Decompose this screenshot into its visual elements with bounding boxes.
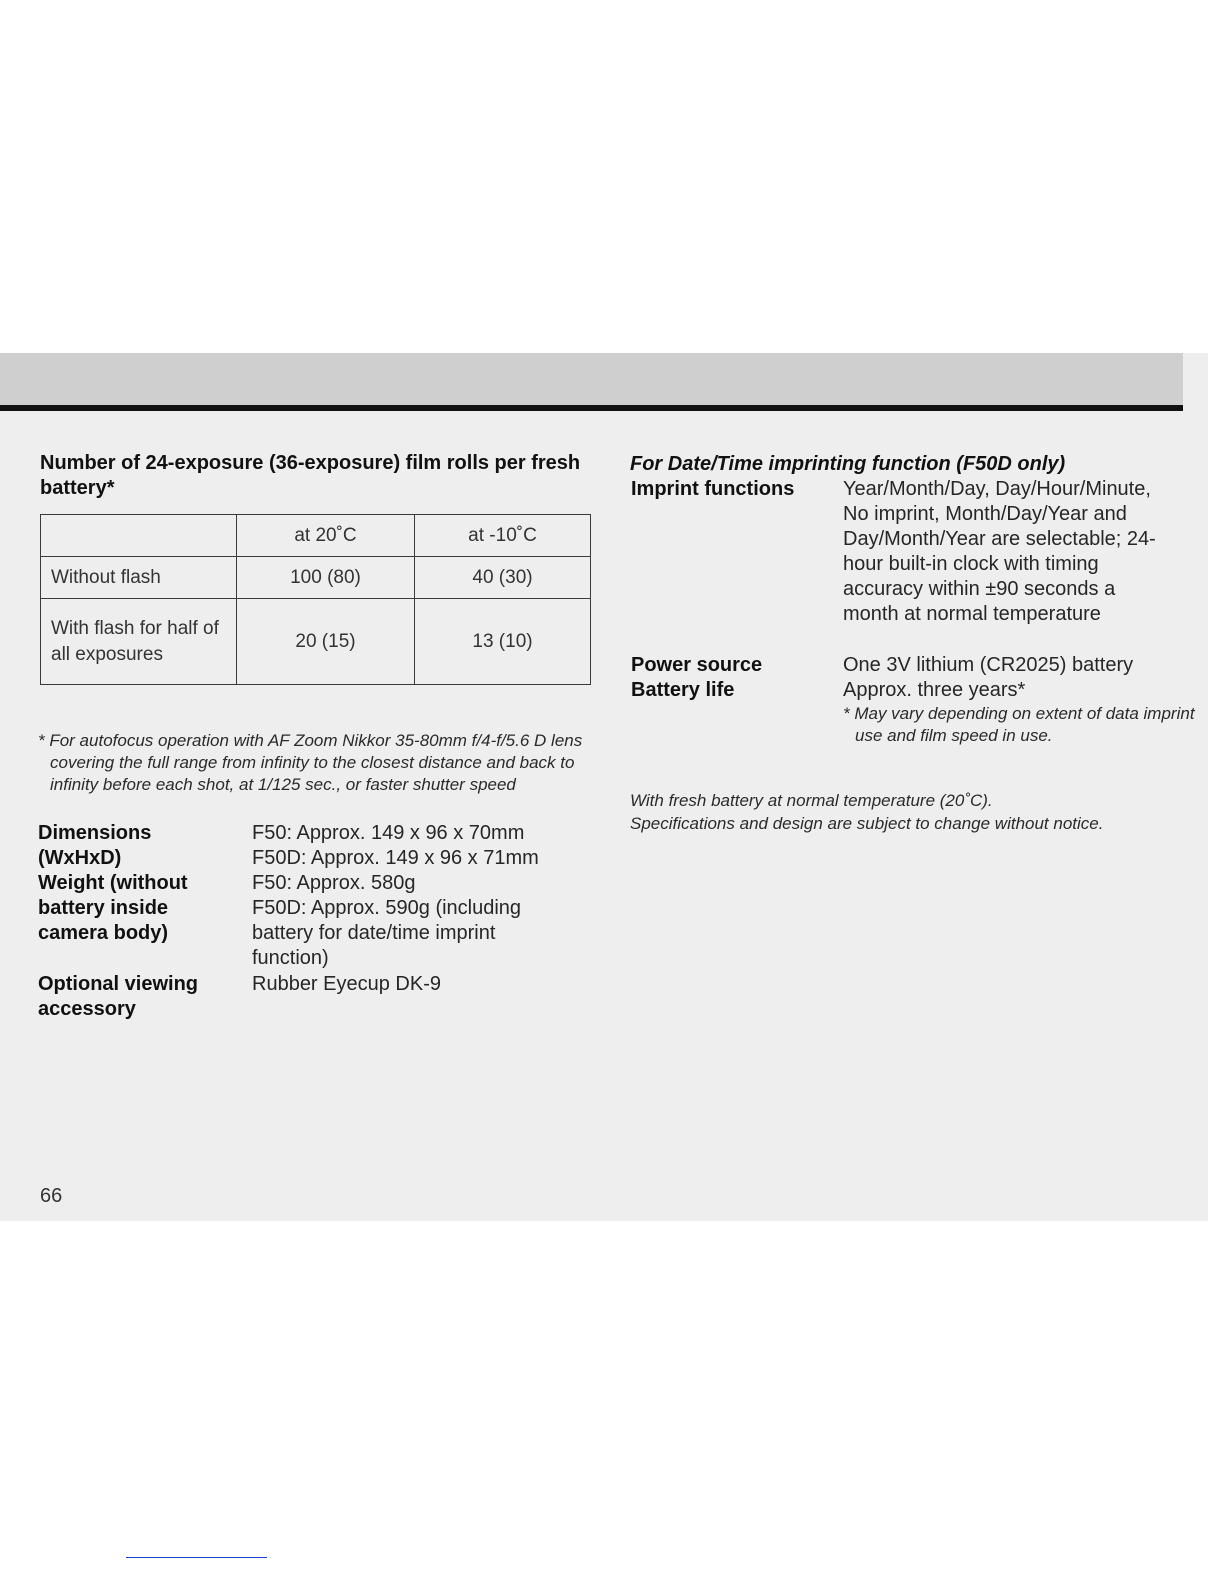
bottom-link-underline <box>126 1557 267 1558</box>
closing-note-temperature: With fresh battery at normal temperature (20˚C). <box>630 791 993 810</box>
imprint-functions-value: Year/Month/Day, Day/Hour/Minute, No imprint, Month/Day/Year and Day/Month/Year are selectable; 24-hour built-in clock with timing accuracy within ±90 seconds a month at normal temperature <box>843 478 1156 625</box>
dimensions-value <box>252 821 582 871</box>
dimensions-f50: F50: Approx. 149 x 96 x 70mm <box>252 822 525 844</box>
header-band <box>0 353 1183 405</box>
dimensions-label: Dimensions (WxHxD) <box>38 822 152 869</box>
table-header-cell: at 20˚C <box>237 515 415 557</box>
table-cell: 100 (80) <box>237 557 415 599</box>
table-header-row <box>41 515 591 557</box>
battery-rolls-table <box>40 514 591 685</box>
table-row <box>41 599 591 685</box>
section-title: For Date/Time imprinting function (F50D only) <box>630 453 1066 475</box>
weight-label: Weight (without battery inside camera body) <box>38 872 188 944</box>
row-label: With flash for half of all exposures <box>41 599 237 685</box>
table-cell: 13 (10) <box>415 599 591 685</box>
header-rule <box>0 405 1183 411</box>
power-source-value: One 3V lithium (CR2025) battery <box>843 654 1134 676</box>
page-number: 66 <box>40 1185 63 1207</box>
table-header-cell: at -10˚C <box>415 515 591 557</box>
battery-life-note: * May vary depending on extent of data imprint use and film speed in use. <box>843 704 1195 745</box>
battery-life-value: Approx. three years* <box>843 679 1026 701</box>
table-cell: 20 (15) <box>237 599 415 685</box>
manual-page <box>0 353 1208 1221</box>
table-cell: 40 (30) <box>415 557 591 599</box>
accessory-value: Rubber Eyecup DK-9 <box>252 973 441 995</box>
table-header-cell <box>41 515 237 557</box>
weight-f50: F50: Approx. 580g <box>252 872 416 894</box>
power-source-label: Power source <box>631 654 763 676</box>
weight-f50d: F50D: Approx. 590g (including battery for date/time imprint function) <box>252 897 522 969</box>
table-title: Number of 24-exposure (36-exposure) film rolls per fresh battery* <box>40 452 581 499</box>
imprint-functions-label: Imprint functions <box>631 478 795 500</box>
table-footnote: * For autofocus operation with AF Zoom Nikkor 35-80mm f/4-f/5.6 D lens covering the full range from infinity to the closest distance and back to infinity before each shot, at 1/125 sec., or faster shutter speed <box>38 731 583 794</box>
accessory-label: Optional viewing accessory <box>38 973 199 1020</box>
row-label: Without flash <box>41 557 237 599</box>
battery-life-label: Battery life <box>631 679 735 701</box>
dimensions-f50d: F50D: Approx. 149 x 96 x 71mm <box>252 847 539 869</box>
closing-note-specifications: Specifications and design are subject to change without notice. <box>630 814 1104 833</box>
table-row <box>41 557 591 599</box>
weight-value <box>252 871 562 971</box>
